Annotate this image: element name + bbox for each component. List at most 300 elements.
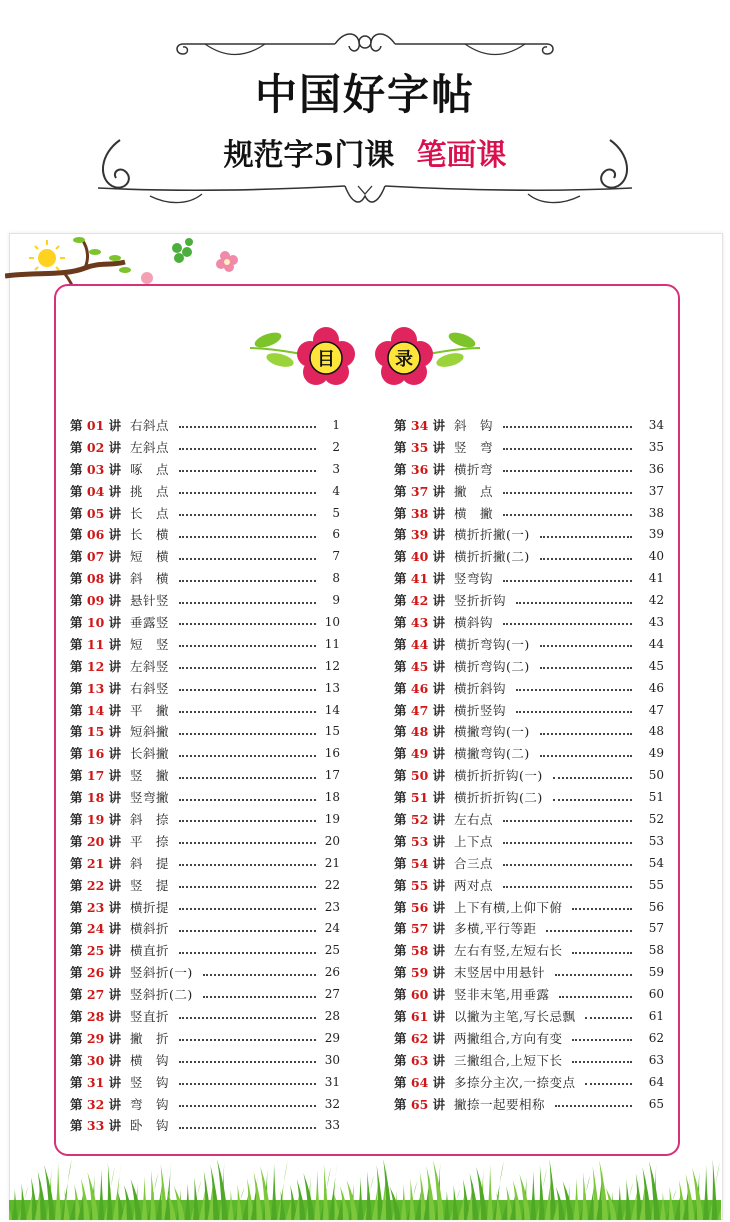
lesson-num: 62: [410, 1030, 429, 1046]
lesson-title: 合三点: [454, 855, 494, 871]
lesson-num: 20: [86, 833, 105, 849]
lesson-suffix: 讲: [108, 614, 122, 630]
lesson-number: [70, 504, 130, 522]
lesson-title: 横直折: [130, 943, 170, 959]
lesson-num: 12: [86, 658, 105, 674]
lesson-prefix: 第: [70, 833, 83, 849]
leader-dots: [179, 951, 316, 954]
lesson-number: [70, 1095, 130, 1113]
toc-entry[interactable]: [394, 786, 664, 808]
top-flourish-ornament: [175, 30, 555, 66]
lesson-prefix: 第: [70, 811, 83, 827]
page-number: 39: [648, 527, 664, 542]
leader-dots: [203, 973, 316, 976]
leader-dots: [503, 841, 632, 844]
leader-dots: [179, 491, 316, 494]
toc-entry[interactable]: [70, 808, 340, 830]
toc-entry[interactable]: [394, 414, 664, 436]
leader-dots: [179, 885, 316, 888]
lesson-num: 50: [410, 768, 429, 784]
page-number: 10: [324, 614, 340, 629]
leader-dots: [540, 732, 632, 735]
toc-entry[interactable]: [70, 830, 340, 852]
toc-entry[interactable]: [70, 436, 340, 458]
toc-entry[interactable]: [70, 589, 340, 611]
lesson-title: 多捺分主次,一捺变点: [454, 1074, 576, 1090]
page-number: 53: [648, 833, 664, 848]
page-number: 43: [648, 614, 664, 629]
page-number: 18: [324, 790, 340, 805]
lesson-prefix: 第: [394, 702, 407, 718]
lesson-num: 59: [410, 965, 429, 981]
lesson-num: 39: [410, 527, 429, 543]
lesson-suffix: 讲: [432, 417, 446, 433]
leader-dots: [179, 1060, 316, 1063]
lesson-prefix: 第: [70, 899, 83, 915]
leader-dots: [503, 469, 632, 472]
leader-dots: [559, 995, 632, 998]
lesson-prefix: 第: [394, 614, 407, 630]
lesson-suffix: 讲: [108, 746, 122, 762]
toc-entry[interactable]: [70, 764, 340, 786]
lesson-suffix: 讲: [108, 1096, 122, 1112]
lesson-title: 竖折折钩: [454, 593, 507, 609]
lesson-prefix: 第: [394, 724, 407, 740]
lesson-number: [70, 898, 130, 916]
leader-dots: [516, 688, 632, 691]
lesson-prefix: 第: [394, 417, 407, 433]
toc-entry[interactable]: [70, 699, 340, 721]
lesson-suffix: 讲: [108, 833, 122, 849]
lesson-suffix: 讲: [432, 790, 446, 806]
toc-entry[interactable]: [70, 523, 340, 545]
lesson-suffix: 讲: [108, 855, 122, 871]
lesson-title: 两撇组合,方向有变: [454, 1030, 563, 1046]
lesson-title: 横折提: [130, 899, 170, 915]
lesson-prefix: 第: [394, 680, 407, 696]
lesson-num: 51: [410, 790, 429, 806]
toc-entry[interactable]: [394, 874, 664, 896]
lesson-num: 33: [86, 1118, 105, 1134]
lesson-num: 45: [410, 658, 429, 674]
toc-entry[interactable]: [394, 939, 664, 961]
lesson-suffix: 讲: [108, 483, 122, 499]
toc-entry[interactable]: [394, 655, 664, 677]
toc-entry[interactable]: [394, 1049, 664, 1071]
lesson-suffix: 讲: [432, 636, 446, 652]
toc-entry[interactable]: [70, 414, 340, 436]
toc-entry[interactable]: [70, 480, 340, 502]
page-number: 7: [332, 549, 340, 564]
page-number: 12: [324, 658, 340, 673]
toc-entry[interactable]: [70, 1005, 340, 1027]
toc-entry[interactable]: [394, 458, 664, 480]
page-number: 63: [648, 1052, 664, 1067]
lesson-number: [70, 744, 130, 762]
leader-dots: [179, 1126, 316, 1129]
toc-entry[interactable]: [70, 502, 340, 524]
lesson-number: [394, 591, 454, 609]
toc-entry[interactable]: [70, 677, 340, 699]
lesson-num: 29: [86, 1030, 105, 1046]
page-number: 49: [648, 746, 664, 761]
toc-entry[interactable]: [70, 611, 340, 633]
lesson-suffix: 讲: [108, 724, 122, 740]
lesson-number: [394, 985, 454, 1003]
lesson-number: [70, 854, 130, 872]
leader-dots: [540, 666, 632, 669]
lesson-suffix: 讲: [108, 1008, 122, 1024]
lesson-suffix: 讲: [432, 1074, 446, 1090]
toc-entry[interactable]: [70, 633, 340, 655]
lesson-num: 04: [86, 483, 105, 499]
lesson-title: 竖弯撇: [130, 790, 170, 806]
toc-entry[interactable]: [394, 436, 664, 458]
toc-entry[interactable]: [394, 633, 664, 655]
toc-entry[interactable]: [394, 720, 664, 742]
lesson-number: [70, 722, 130, 740]
lesson-prefix: 第: [70, 768, 83, 784]
toc-entry[interactable]: [70, 1027, 340, 1049]
toc-entry[interactable]: [394, 808, 664, 830]
toc-entry[interactable]: [70, 458, 340, 480]
lesson-number: [70, 963, 130, 981]
toc-entry[interactable]: [394, 611, 664, 633]
toc-entry[interactable]: [70, 655, 340, 677]
lesson-prefix: 第: [394, 527, 407, 543]
lesson-number: [70, 679, 130, 697]
lesson-prefix: 第: [70, 746, 83, 762]
page-number: 45: [648, 658, 664, 673]
lesson-title: 撇捺一起要相称: [454, 1096, 546, 1112]
lesson-prefix: 第: [70, 483, 83, 499]
lesson-suffix: 讲: [432, 1008, 446, 1024]
lesson-suffix: 讲: [108, 636, 122, 652]
leader-dots: [179, 1104, 316, 1107]
lesson-num: 40: [410, 549, 429, 565]
leader-dots: [179, 425, 316, 428]
lesson-num: 02: [86, 439, 105, 455]
lesson-title: 横撇弯钩(一): [454, 724, 530, 740]
leader-dots: [555, 1104, 632, 1107]
lesson-number: [394, 657, 454, 675]
lesson-suffix: 讲: [432, 724, 446, 740]
lesson-num: 11: [86, 636, 105, 652]
page-number: 28: [324, 1008, 340, 1023]
leader-dots: [553, 776, 632, 779]
lesson-title: 横斜钩: [454, 614, 494, 630]
page-number: 42: [648, 593, 664, 608]
lesson-title: 竖 弯: [454, 439, 494, 455]
toc-entry[interactable]: [394, 1071, 664, 1093]
toc-entry[interactable]: [70, 874, 340, 896]
flower-badge-right: [375, 327, 433, 385]
toc-entry[interactable]: [70, 1093, 340, 1115]
toc-entry[interactable]: [70, 720, 340, 742]
lesson-prefix: 第: [394, 636, 407, 652]
toc-entry[interactable]: [394, 567, 664, 589]
lesson-suffix: 讲: [432, 439, 446, 455]
lesson-suffix: 讲: [432, 614, 446, 630]
lesson-number: [394, 482, 454, 500]
page-number: 13: [324, 680, 340, 695]
lesson-title: 左斜竖: [130, 658, 170, 674]
toc-entry[interactable]: [70, 545, 340, 567]
lesson-title: 长 点: [130, 505, 170, 521]
lesson-suffix: 讲: [432, 680, 446, 696]
lesson-prefix: 第: [70, 614, 83, 630]
toc-entry[interactable]: [394, 545, 664, 567]
leader-dots: [179, 469, 316, 472]
leader-dots: [179, 732, 316, 735]
page-number: 55: [648, 877, 664, 892]
lesson-num: 36: [410, 461, 429, 477]
lesson-suffix: 讲: [108, 1074, 122, 1090]
leader-dots: [585, 1016, 632, 1019]
lesson-title: 平 捺: [130, 833, 170, 849]
page-number: 52: [648, 811, 664, 826]
page-number: 27: [324, 987, 340, 1002]
lesson-title: 横 钩: [130, 1052, 170, 1068]
leader-dots: [179, 601, 316, 604]
lesson-suffix: 讲: [432, 877, 446, 893]
lesson-suffix: 讲: [108, 417, 122, 433]
lesson-prefix: 第: [70, 571, 83, 587]
lesson-suffix: 讲: [108, 702, 122, 718]
toc-entry[interactable]: [394, 852, 664, 874]
lesson-prefix: 第: [394, 1074, 407, 1090]
page-number: 26: [324, 965, 340, 980]
toc-entry[interactable]: [70, 917, 340, 939]
lesson-number: [70, 1116, 130, 1134]
toc-right-column: [394, 414, 664, 1115]
lesson-num: 64: [410, 1074, 429, 1090]
lesson-num: 01: [86, 417, 105, 433]
page-number: 56: [648, 899, 664, 914]
leader-dots: [553, 798, 632, 801]
lesson-prefix: 第: [394, 855, 407, 871]
lesson-title: 竖直折: [130, 1008, 170, 1024]
lesson-prefix: 第: [70, 921, 83, 937]
lesson-number: [394, 416, 454, 434]
lesson-num: 43: [410, 614, 429, 630]
lesson-prefix: 第: [394, 921, 407, 937]
lesson-number: [394, 613, 454, 631]
lesson-number: [394, 832, 454, 850]
lesson-number: [394, 941, 454, 959]
lesson-suffix: 讲: [108, 593, 122, 609]
lesson-suffix: 讲: [108, 571, 122, 587]
lesson-num: 46: [410, 680, 429, 696]
heading-char-1: 目: [317, 349, 335, 370]
lesson-suffix: 讲: [432, 965, 446, 981]
page-number: 6: [332, 527, 340, 542]
toc-entry[interactable]: [70, 1115, 340, 1137]
page-number: 17: [324, 768, 340, 783]
lesson-num: 49: [410, 746, 429, 762]
toc-entry[interactable]: [394, 917, 664, 939]
lesson-num: 19: [86, 811, 105, 827]
lesson-title: 左右点: [454, 811, 494, 827]
lesson-prefix: 第: [70, 593, 83, 609]
toc-entry[interactable]: [394, 961, 664, 983]
lesson-number: [394, 919, 454, 937]
lesson-prefix: 第: [70, 943, 83, 959]
lesson-num: 18: [86, 790, 105, 806]
lesson-num: 60: [410, 987, 429, 1003]
toc-entry[interactable]: [70, 983, 340, 1005]
lesson-number: [394, 788, 454, 806]
lesson-title: 左斜点: [130, 439, 170, 455]
lesson-title: 末竖居中用悬针: [454, 965, 546, 981]
lesson-title: 横斜折: [130, 921, 170, 937]
lesson-title: 竖斜折(一): [130, 965, 193, 981]
toc-entry[interactable]: [394, 502, 664, 524]
lesson-number: [394, 854, 454, 872]
leader-dots: [503, 425, 632, 428]
lesson-num: 15: [86, 724, 105, 740]
lesson-suffix: 讲: [432, 549, 446, 565]
lesson-title: 横折折撇(二): [454, 549, 530, 565]
lesson-title: 竖 撇: [130, 768, 170, 784]
lesson-num: 42: [410, 593, 429, 609]
toc-entry[interactable]: [394, 742, 664, 764]
lesson-prefix: 第: [394, 1052, 407, 1068]
page-title: 中国好字帖: [254, 70, 475, 119]
toc-entry[interactable]: [70, 1049, 340, 1071]
toc-entry[interactable]: [394, 1093, 664, 1115]
toc-entry[interactable]: [394, 830, 664, 852]
lesson-title: 横折弯钩(一): [454, 636, 530, 652]
toc-entry[interactable]: [70, 567, 340, 589]
lesson-suffix: 讲: [108, 899, 122, 915]
lesson-title: 上下点: [454, 833, 494, 849]
leader-dots: [503, 447, 632, 450]
leader-dots: [516, 601, 632, 604]
lesson-num: 58: [410, 943, 429, 959]
lesson-number: [70, 832, 130, 850]
lesson-suffix: 讲: [108, 921, 122, 937]
toc-entry[interactable]: [394, 896, 664, 918]
lesson-number: [70, 635, 130, 653]
lesson-prefix: 第: [394, 658, 407, 674]
lesson-num: 41: [410, 571, 429, 587]
lesson-title: 横撇弯钩(二): [454, 746, 530, 762]
toc-entry[interactable]: [394, 764, 664, 786]
lesson-num: 14: [86, 702, 105, 718]
lesson-title: 撇 点: [454, 483, 494, 499]
lesson-prefix: 第: [70, 790, 83, 806]
lesson-prefix: 第: [394, 790, 407, 806]
lesson-suffix: 讲: [108, 658, 122, 674]
leader-dots: [516, 710, 632, 713]
lesson-prefix: 第: [70, 1118, 83, 1134]
lesson-suffix: 讲: [108, 943, 122, 959]
toc-entry[interactable]: [70, 742, 340, 764]
lesson-prefix: 第: [394, 439, 407, 455]
lesson-suffix: 讲: [432, 768, 446, 784]
toc-entry[interactable]: [394, 480, 664, 502]
toc-entry[interactable]: [394, 1005, 664, 1027]
lesson-num: 44: [410, 636, 429, 652]
lesson-title: 横折弯: [454, 461, 494, 477]
toc-entry[interactable]: [70, 1071, 340, 1093]
lesson-number: [394, 722, 454, 740]
lesson-prefix: 第: [70, 417, 83, 433]
bottom-flourish-ornament: [90, 134, 640, 214]
lesson-number: [70, 985, 130, 1003]
lesson-num: 35: [410, 439, 429, 455]
toc-entry[interactable]: [70, 786, 340, 808]
lesson-suffix: 讲: [108, 877, 122, 893]
leader-dots: [503, 622, 632, 625]
page-number: 44: [648, 636, 664, 651]
page-number: 57: [648, 921, 664, 936]
lesson-title: 横折折折钩(一): [454, 768, 543, 784]
lesson-prefix: 第: [70, 636, 83, 652]
toc-entry[interactable]: [394, 699, 664, 721]
page-number: 41: [648, 571, 664, 586]
lesson-number: [394, 1007, 454, 1025]
lesson-number: [394, 744, 454, 762]
toc-entry[interactable]: [394, 1027, 664, 1049]
lesson-title: 短 横: [130, 549, 170, 565]
toc-entry[interactable]: [70, 852, 340, 874]
lesson-prefix: 第: [394, 571, 407, 587]
lesson-prefix: 第: [70, 658, 83, 674]
toc-entry[interactable]: [394, 589, 664, 611]
lesson-num: 63: [410, 1052, 429, 1068]
lesson-suffix: 讲: [432, 899, 446, 915]
toc-entry[interactable]: [394, 983, 664, 1005]
lesson-title: 横 撇: [454, 505, 494, 521]
lesson-num: 09: [86, 593, 105, 609]
lesson-number: [70, 591, 130, 609]
toc-entry[interactable]: [70, 896, 340, 918]
lesson-number: [70, 701, 130, 719]
leader-dots: [503, 491, 632, 494]
lesson-prefix: 第: [394, 461, 407, 477]
leader-dots: [540, 557, 632, 560]
leader-dots: [179, 622, 316, 625]
lesson-num: 26: [86, 965, 105, 981]
lesson-num: 65: [410, 1096, 429, 1112]
lesson-prefix: 第: [394, 768, 407, 784]
lesson-prefix: 第: [394, 1008, 407, 1024]
lesson-number: [70, 569, 130, 587]
toc-entry[interactable]: [70, 961, 340, 983]
page-number: 32: [324, 1096, 340, 1111]
lesson-num: 32: [86, 1096, 105, 1112]
page-number: 2: [332, 439, 340, 454]
heading-char-2: 录: [395, 349, 413, 370]
toc-entry[interactable]: [394, 677, 664, 699]
leader-dots: [179, 798, 316, 801]
lesson-title: 横折竖钩: [454, 702, 507, 718]
lesson-number: [394, 898, 454, 916]
leader-dots: [555, 973, 632, 976]
lesson-title: 横折折撇(一): [454, 527, 530, 543]
leader-dots: [572, 951, 632, 954]
lesson-prefix: 第: [70, 549, 83, 565]
toc-entry[interactable]: [394, 523, 664, 545]
lesson-title: 横折折折钩(二): [454, 790, 543, 806]
lesson-title: 上下有横,上仰下俯: [454, 899, 563, 915]
lesson-prefix: 第: [70, 527, 83, 543]
page-number: 8: [332, 571, 340, 586]
lesson-title: 平 撇: [130, 702, 170, 718]
toc-entry[interactable]: [70, 939, 340, 961]
